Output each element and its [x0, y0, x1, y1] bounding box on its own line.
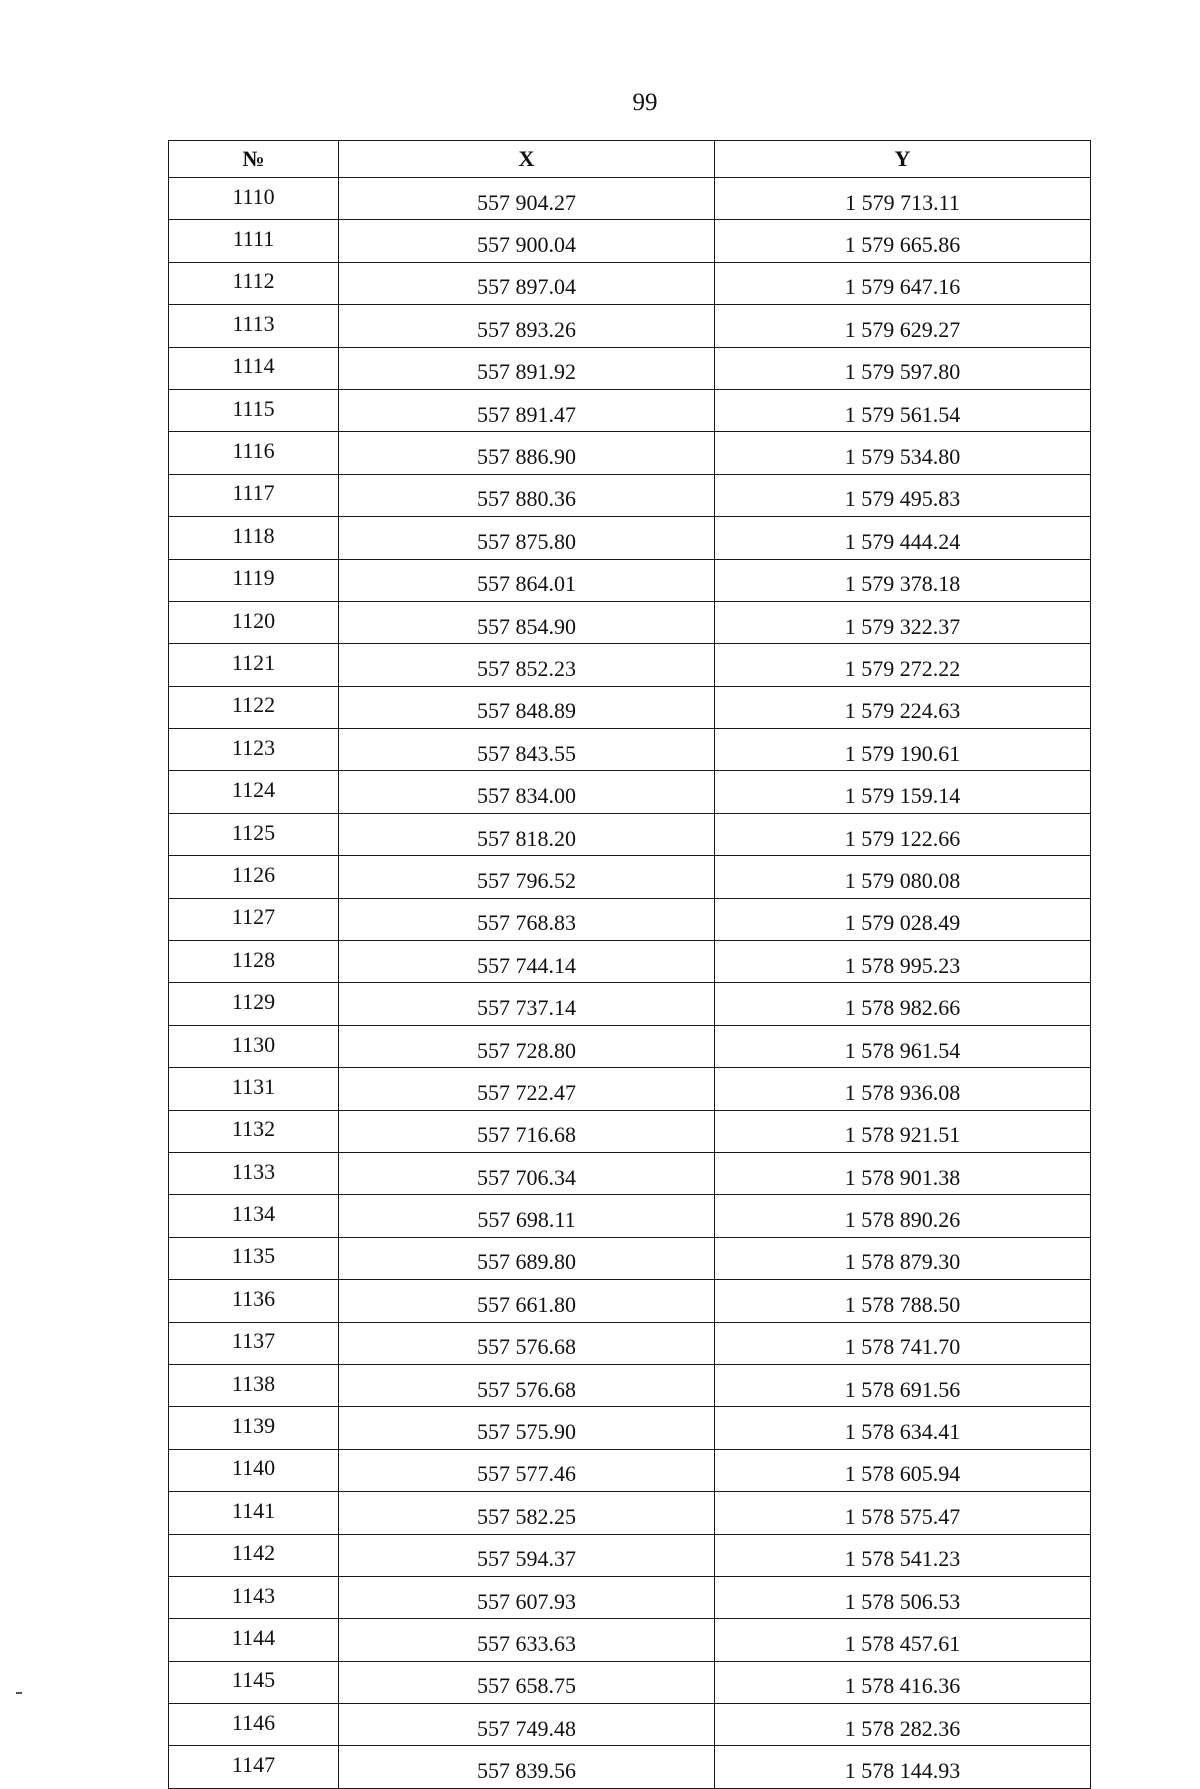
- table-row: [169, 1364, 1091, 1406]
- cell-number: 1131: [169, 1068, 339, 1110]
- table-row: [169, 941, 1091, 983]
- cell-number: 1121: [169, 644, 339, 686]
- table-row: [169, 601, 1091, 643]
- cell-y: 1 578 282.36: [715, 1704, 1091, 1746]
- cell-number: 1138: [169, 1364, 339, 1406]
- cell-x: 557 594.37: [339, 1534, 715, 1576]
- cell-number: 1117: [169, 474, 339, 516]
- cell-y: 1 578 995.23: [715, 941, 1091, 983]
- cell-x: 557 706.34: [339, 1152, 715, 1194]
- table-row: [169, 856, 1091, 898]
- cell-number: 1134: [169, 1195, 339, 1237]
- cell-y: 1 579 534.80: [715, 432, 1091, 474]
- cell-x: 557 658.75: [339, 1661, 715, 1703]
- table-row: [169, 686, 1091, 728]
- cell-y: 1 578 605.94: [715, 1449, 1091, 1491]
- table-body: [169, 178, 1091, 1789]
- cell-y: 1 579 159.14: [715, 771, 1091, 813]
- table-row: [169, 644, 1091, 686]
- table-row: [169, 305, 1091, 347]
- cell-x: 557 576.68: [339, 1364, 715, 1406]
- cell-number: 1126: [169, 856, 339, 898]
- table-row: [169, 389, 1091, 431]
- cell-y: 1 578 879.30: [715, 1237, 1091, 1279]
- table-row: [169, 220, 1091, 262]
- table-row: [169, 1704, 1091, 1746]
- cell-x: 557 575.90: [339, 1407, 715, 1449]
- cell-x: 557 749.48: [339, 1704, 715, 1746]
- cell-number: 1130: [169, 1025, 339, 1067]
- cell-y: 1 579 629.27: [715, 305, 1091, 347]
- cell-number: 1143: [169, 1576, 339, 1618]
- cell-x: 557 891.92: [339, 347, 715, 389]
- table-row: [169, 178, 1091, 220]
- table-row: [169, 729, 1091, 771]
- cell-y: 1 578 506.53: [715, 1576, 1091, 1618]
- cell-x: 557 796.52: [339, 856, 715, 898]
- cell-y: 1 579 224.63: [715, 686, 1091, 728]
- table-row: [169, 1407, 1091, 1449]
- table-row: [169, 1068, 1091, 1110]
- cell-y: 1 578 691.56: [715, 1364, 1091, 1406]
- table-row: [169, 1110, 1091, 1152]
- cell-y: 1 579 028.49: [715, 898, 1091, 940]
- cell-y: 1 578 961.54: [715, 1025, 1091, 1067]
- cell-number: 1119: [169, 559, 339, 601]
- table-row: [169, 1025, 1091, 1067]
- cell-y: 1 579 444.24: [715, 517, 1091, 559]
- cell-number: 1147: [169, 1746, 339, 1788]
- header-row: [169, 141, 1091, 178]
- cell-number: 1122: [169, 686, 339, 728]
- cell-y: 1 578 416.36: [715, 1661, 1091, 1703]
- cell-number: 1140: [169, 1449, 339, 1491]
- cell-x: 557 576.68: [339, 1322, 715, 1364]
- cell-x: 557 864.01: [339, 559, 715, 601]
- cell-number: 1137: [169, 1322, 339, 1364]
- cell-number: 1133: [169, 1152, 339, 1194]
- cell-y: 1 579 597.80: [715, 347, 1091, 389]
- cell-y: 1 578 634.41: [715, 1407, 1091, 1449]
- cell-number: 1144: [169, 1619, 339, 1661]
- cell-x: 557 607.93: [339, 1576, 715, 1618]
- cell-x: 557 818.20: [339, 813, 715, 855]
- cell-y: 1 578 457.61: [715, 1619, 1091, 1661]
- cell-x: 557 893.26: [339, 305, 715, 347]
- cell-y: 1 578 144.93: [715, 1746, 1091, 1788]
- table-row: [169, 1237, 1091, 1279]
- cell-number: 1128: [169, 941, 339, 983]
- cell-y: 1 578 921.51: [715, 1110, 1091, 1152]
- cell-x: 557 886.90: [339, 432, 715, 474]
- cell-number: 1120: [169, 601, 339, 643]
- cell-x: 557 661.80: [339, 1280, 715, 1322]
- cell-number: 1141: [169, 1492, 339, 1534]
- cell-y: 1 579 080.08: [715, 856, 1091, 898]
- cell-x: 557 891.47: [339, 389, 715, 431]
- cell-number: 1115: [169, 389, 339, 431]
- cell-number: 1112: [169, 262, 339, 304]
- table-row: [169, 432, 1091, 474]
- table-row: [169, 474, 1091, 516]
- cell-x: 557 854.90: [339, 601, 715, 643]
- cell-number: 1127: [169, 898, 339, 940]
- cell-y: 1 578 982.66: [715, 983, 1091, 1025]
- cell-y: 1 578 936.08: [715, 1068, 1091, 1110]
- table-row: [169, 813, 1091, 855]
- table-row: [169, 1576, 1091, 1618]
- table-row: [169, 347, 1091, 389]
- cell-number: 1125: [169, 813, 339, 855]
- cell-x: 557 839.56: [339, 1746, 715, 1788]
- cell-number: 1124: [169, 771, 339, 813]
- cell-x: 557 875.80: [339, 517, 715, 559]
- table-row: [169, 262, 1091, 304]
- cell-y: 1 578 890.26: [715, 1195, 1091, 1237]
- cell-y: 1 579 190.61: [715, 729, 1091, 771]
- cell-y: 1 579 322.37: [715, 601, 1091, 643]
- cell-number: 1118: [169, 517, 339, 559]
- table-row: [169, 1322, 1091, 1364]
- table-row: [169, 1449, 1091, 1491]
- cell-x: 557 728.80: [339, 1025, 715, 1067]
- coordinates-table: [168, 140, 1091, 1789]
- cell-number: 1145: [169, 1661, 339, 1703]
- cell-y: 1 578 788.50: [715, 1280, 1091, 1322]
- cell-y: 1 578 901.38: [715, 1152, 1091, 1194]
- cell-x: 557 843.55: [339, 729, 715, 771]
- cell-number: 1139: [169, 1407, 339, 1449]
- table-row: [169, 771, 1091, 813]
- cell-x: 557 834.00: [339, 771, 715, 813]
- scan-speck: [16, 1692, 22, 1694]
- cell-number: 1129: [169, 983, 339, 1025]
- cell-y: 1 579 122.66: [715, 813, 1091, 855]
- cell-number: 1136: [169, 1280, 339, 1322]
- page-number: 99: [632, 89, 658, 116]
- cell-number: 1114: [169, 347, 339, 389]
- cell-y: 1 579 647.16: [715, 262, 1091, 304]
- table-row: [169, 1280, 1091, 1322]
- cell-y: 1 579 713.11: [715, 178, 1091, 220]
- cell-x: 557 848.89: [339, 686, 715, 728]
- cell-number: 1123: [169, 729, 339, 771]
- cell-y: 1 578 541.23: [715, 1534, 1091, 1576]
- cell-y: 1 579 561.54: [715, 389, 1091, 431]
- cell-y: 1 579 272.22: [715, 644, 1091, 686]
- table-row: [169, 559, 1091, 601]
- cell-x: 557 716.68: [339, 1110, 715, 1152]
- table-row: [169, 1534, 1091, 1576]
- cell-number: 1132: [169, 1110, 339, 1152]
- cell-number: 1113: [169, 305, 339, 347]
- header-x: X: [339, 141, 715, 178]
- cell-x: 557 904.27: [339, 178, 715, 220]
- cell-x: 557 577.46: [339, 1449, 715, 1491]
- cell-x: 557 880.36: [339, 474, 715, 516]
- cell-number: 1116: [169, 432, 339, 474]
- cell-x: 557 737.14: [339, 983, 715, 1025]
- cell-x: 557 768.83: [339, 898, 715, 940]
- cell-x: 557 633.63: [339, 1619, 715, 1661]
- cell-number: 1142: [169, 1534, 339, 1576]
- table-row: [169, 1619, 1091, 1661]
- table-row: [169, 1746, 1091, 1788]
- header-number: №: [169, 141, 339, 178]
- cell-y: 1 579 378.18: [715, 559, 1091, 601]
- cell-y: 1 578 575.47: [715, 1492, 1091, 1534]
- header-y: Y: [715, 141, 1091, 178]
- cell-y: 1 578 741.70: [715, 1322, 1091, 1364]
- cell-x: 557 744.14: [339, 941, 715, 983]
- cell-x: 557 900.04: [339, 220, 715, 262]
- cell-x: 557 582.25: [339, 1492, 715, 1534]
- cell-y: 1 579 665.86: [715, 220, 1091, 262]
- cell-number: 1111: [169, 220, 339, 262]
- cell-number: 1146: [169, 1704, 339, 1746]
- cell-x: 557 689.80: [339, 1237, 715, 1279]
- table-header: [169, 141, 1091, 178]
- table-row: [169, 1152, 1091, 1194]
- cell-x: 557 722.47: [339, 1068, 715, 1110]
- table-row: [169, 517, 1091, 559]
- cell-y: 1 579 495.83: [715, 474, 1091, 516]
- cell-number: 1110: [169, 178, 339, 220]
- table-row: [169, 983, 1091, 1025]
- cell-x: 557 852.23: [339, 644, 715, 686]
- table-row: [169, 898, 1091, 940]
- table-row: [169, 1492, 1091, 1534]
- cell-number: 1135: [169, 1237, 339, 1279]
- cell-x: 557 698.11: [339, 1195, 715, 1237]
- table-row: [169, 1195, 1091, 1237]
- table-row: [169, 1661, 1091, 1703]
- cell-x: 557 897.04: [339, 262, 715, 304]
